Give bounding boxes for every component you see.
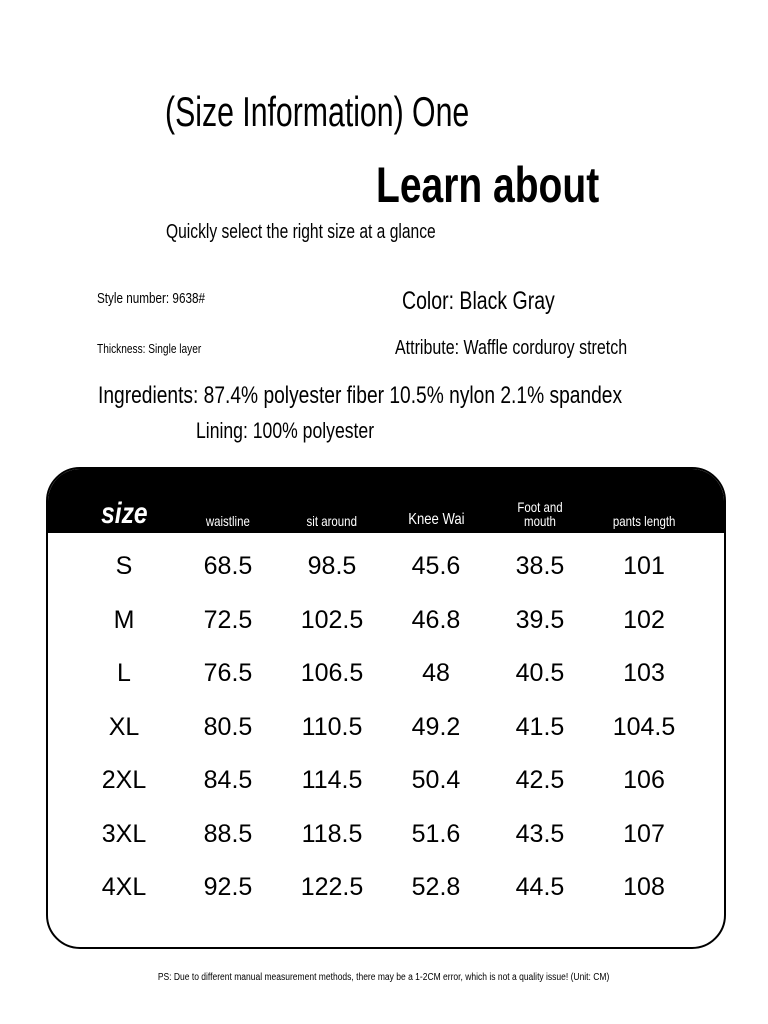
cell-pants-length: 101 <box>623 551 665 580</box>
cell-pants-length: 107 <box>623 819 665 848</box>
cell-waistline: 80.5 <box>203 712 253 741</box>
cell-size: XL <box>108 712 140 741</box>
table-row <box>48 807 724 861</box>
cell-size: M <box>113 605 135 634</box>
table-row <box>48 700 724 754</box>
header-pants-length: pants length <box>612 513 676 530</box>
page-subtitle: Quickly select the right size at a glance <box>166 221 436 243</box>
cell-foot-mouth: 41.5 <box>515 712 565 741</box>
cell-sit-around: 118.5 <box>301 819 363 848</box>
color-text: Color: Black Gray <box>402 287 555 315</box>
cell-sit-around: 102.5 <box>300 605 364 634</box>
cell-size: S <box>115 551 133 580</box>
cell-foot-mouth: 42.5 <box>515 765 565 794</box>
cell-pants-length: 104.5 <box>612 712 676 741</box>
header-foot-mouth: Foot and mouth <box>517 498 563 530</box>
header-size: size <box>100 496 148 530</box>
cell-foot-mouth: 44.5 <box>515 872 565 901</box>
cell-pants-length: 103 <box>623 658 665 687</box>
cell-foot-mouth: 39.5 <box>515 605 565 634</box>
cell-size: L <box>117 658 131 687</box>
footnote: PS: Due to different manual measurement methods, there may be a 1-2CM error, which is not a quality issue! (Unit: CM) <box>158 972 610 983</box>
header-waistline: waistline <box>205 513 251 530</box>
cell-waistline: 84.5 <box>203 765 253 794</box>
header-sit-around: sit around <box>306 513 358 530</box>
table-header <box>48 469 724 533</box>
cell-foot-mouth: 43.5 <box>515 819 565 848</box>
cell-knee: 49.2 <box>411 712 461 741</box>
table-row <box>48 860 724 914</box>
cell-sit-around: 106.5 <box>300 658 364 687</box>
cell-knee: 46.8 <box>411 605 461 634</box>
lining-text: Lining: 100% polyester <box>196 418 375 443</box>
page-title: (Size Information) One <box>165 88 470 135</box>
cell-pants-length: 106 <box>623 765 665 794</box>
table-row <box>48 753 724 807</box>
cell-sit-around: 122.5 <box>300 872 364 901</box>
header-knee: Knee Wai <box>407 511 465 529</box>
cell-waistline: 76.5 <box>203 658 253 687</box>
cell-knee: 52.8 <box>411 872 461 901</box>
cell-sit-around: 98.5 <box>307 551 357 580</box>
size-table <box>46 467 726 949</box>
cell-size: 3XL <box>101 819 147 848</box>
table-row <box>48 593 724 647</box>
cell-size: 2XL <box>101 765 147 794</box>
cell-pants-length: 102 <box>623 605 665 634</box>
cell-knee: 50.4 <box>411 765 461 794</box>
style-number-text: Style number: 9638# <box>97 290 205 307</box>
cell-waistline: 88.5 <box>203 819 253 848</box>
cell-foot-mouth: 38.5 <box>515 551 565 580</box>
cell-waistline: 68.5 <box>203 551 253 580</box>
ingredients-text: Ingredients: 87.4% polyester fiber 10.5% nylon 2.1% spandex <box>98 382 623 409</box>
table-row <box>48 539 724 593</box>
cell-foot-mouth: 40.5 <box>515 658 565 687</box>
cell-waistline: 92.5 <box>203 872 253 901</box>
cell-size: 4XL <box>101 872 147 901</box>
cell-knee: 51.6 <box>411 819 461 848</box>
cell-sit-around: 110.5 <box>301 712 363 741</box>
page-title-secondary: Learn about <box>376 157 600 213</box>
cell-knee: 48 <box>422 658 450 687</box>
attribute-text: Attribute: Waffle corduroy stretch <box>395 337 628 359</box>
table-row <box>48 646 724 700</box>
thickness-text: Thickness: Single layer <box>97 341 202 356</box>
cell-knee: 45.6 <box>411 551 461 580</box>
cell-pants-length: 108 <box>623 872 665 901</box>
cell-sit-around: 114.5 <box>301 765 363 794</box>
cell-waistline: 72.5 <box>203 605 253 634</box>
